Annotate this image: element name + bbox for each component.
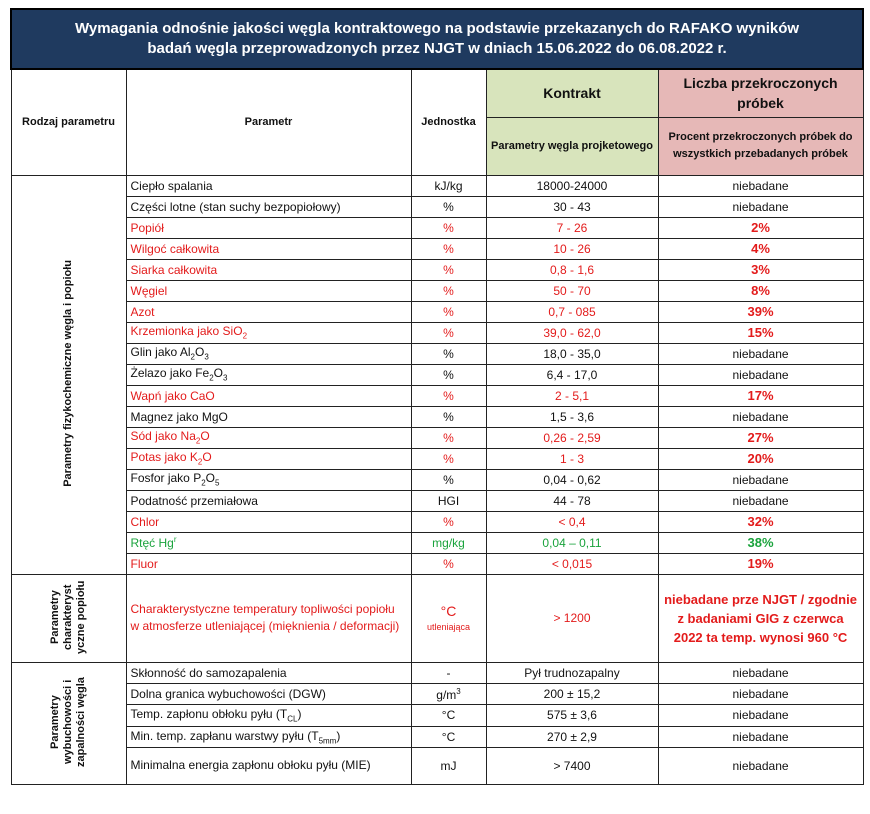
param-unit: kJ/kg [411,175,486,196]
param-name-text: Krzemionka jako [130,324,223,339]
param-range: 0,8 - 1,6 [486,259,658,280]
param-result: niebadane [658,469,863,490]
param-range: 44 - 78 [486,490,658,511]
param-name [126,532,411,553]
param-range: 50 - 70 [486,280,658,301]
param-range: 270 ± 2,9 [486,726,658,747]
param-name: Wapń jako CaO [126,385,411,406]
param-name: Wilgoć całkowita [126,238,411,259]
param-result: niebadane [658,490,863,511]
param-name-subscript: 3 [223,373,228,383]
param-result: 2% [658,217,863,238]
header-rodzaj: Rodzaj parametru [11,69,126,175]
param-name-superscript: r [173,535,177,544]
param-result: 39% [658,301,863,322]
param-name-text: O [202,450,212,465]
param-result: niebadane [658,705,863,726]
param-name-text: ) [297,707,302,722]
param-name-text: O [205,471,215,486]
param-name-text: O [200,429,210,444]
param-name: Azot [126,301,411,322]
param-name-subscript: 2 [242,331,248,341]
param-unit: HGI [411,490,486,511]
param-unit: % [411,448,486,469]
param-name-subscript: CL [287,714,298,724]
param-name-text: ) [336,728,341,743]
param-result: 32% [658,511,863,532]
param-range: 7 - 26 [486,217,658,238]
header-liczba: Liczba przekroczonych próbek [658,69,863,117]
param-name-subscript: 5 [215,478,220,488]
param-unit: mg/kg [411,532,486,553]
param-name-subscript: 2 [201,478,206,488]
ash-param-range: > 1200 [486,574,658,662]
param-result: niebadane [658,196,863,217]
param-unit: % [411,553,486,574]
ash-param-unit [411,574,486,662]
param-name-text: Potas jako K [130,450,198,465]
param-unit: % [411,280,486,301]
param-range: < 0,4 [486,511,658,532]
group-label-text: Parametry wybuchowości i zapalności węgla [49,676,87,767]
param-unit: % [411,469,486,490]
param-name-formula: SiO [222,324,243,339]
param-name: Podatność przemiałowa [126,490,411,511]
param-unit: % [411,385,486,406]
group-label-explosion [11,662,126,784]
param-result: 20% [658,448,863,469]
unit-superscript: 3 [456,686,461,696]
param-name [126,705,411,726]
param-name-text: Żelazo jako Fe [130,366,210,381]
ash-unit-sub: utleniająca [426,622,471,632]
param-name: Skłonność do samozapalenia [126,662,411,683]
param-result: niebadane [658,726,863,747]
param-range: 0,04 - 0,62 [486,469,658,490]
param-name-subscript: 2 [197,457,203,467]
group-label-physicochemical [11,175,126,574]
param-unit: - [411,662,486,683]
param-range: 10 - 26 [486,238,658,259]
param-range: Pył trudnozapalny [486,662,658,683]
param-result: niebadane [658,683,863,704]
param-range: 1,5 - 3,6 [486,406,658,427]
param-unit: mJ [411,747,486,784]
param-result: 15% [658,322,863,343]
param-result: niebadane [658,175,863,196]
param-range: 0,7 - 085 [486,301,658,322]
param-range: 6,4 - 17,0 [486,364,658,385]
param-range: 18,0 - 35,0 [486,343,658,364]
param-name [126,469,411,490]
param-result: 38% [658,532,863,553]
param-range: > 7400 [486,747,658,784]
param-name: Chlor [126,511,411,532]
param-result: niebadane [658,747,863,784]
param-range: 575 ± 3,6 [486,705,658,726]
param-result: 19% [658,553,863,574]
param-range: < 0,015 [486,553,658,574]
param-range: 2 - 5,1 [486,385,658,406]
param-name-subscript: 2 [209,373,214,383]
unit-text: g/m [436,687,457,702]
param-range: 18000-24000 [486,175,658,196]
param-result: 8% [658,280,863,301]
param-result: niebadane [658,662,863,683]
param-result: niebadane [658,343,863,364]
document [10,8,862,785]
param-range: 1 - 3 [486,448,658,469]
param-range: 30 - 43 [486,196,658,217]
param-unit: °C [411,726,486,747]
param-unit: % [411,196,486,217]
param-name-text: Rtęć Hg [130,536,174,550]
param-name-text: O [194,345,205,360]
param-name-subscript: 2 [190,352,195,362]
param-name-subscript: 5mm [318,735,337,745]
param-name [126,427,411,448]
header-jednostka: Jednostka [411,69,486,175]
param-name: Dolna granica wybuchowości (DGW) [126,683,411,704]
param-result: 27% [658,427,863,448]
group-label-ash [11,574,126,662]
table-title [11,9,863,69]
param-name [126,448,411,469]
param-name [126,726,411,747]
param-name-text: Sód jako Na [130,429,196,444]
param-name-text: Min. temp. zapłanu warstwy pyłu (T [130,728,319,743]
coal-quality-table [10,8,864,785]
param-name-subscript: 2 [195,436,201,446]
param-name: Węgiel [126,280,411,301]
param-result: niebadane [658,364,863,385]
header-kontrakt: Kontrakt [486,69,658,117]
param-unit: % [411,217,486,238]
param-unit: % [411,406,486,427]
param-unit [411,683,486,704]
header-liczba-sub: Procent przekroczonych próbek do wszystkich przebadanych próbek [658,117,863,175]
header-parametr: Parametr [126,69,411,175]
param-result: 3% [658,259,863,280]
param-range: 200 ± 15,2 [486,683,658,704]
param-name [126,322,411,343]
param-name [126,364,411,385]
param-name: Popiół [126,217,411,238]
param-unit: °C [411,705,486,726]
param-name-text: Fosfor jako P [130,471,202,486]
param-range: 39,0 - 62,0 [486,322,658,343]
title-line-2: badań węgla przeprowadzonych przez NJGT w dniach 15.06.2022 do 06.08.2022 r. [147,40,727,57]
param-result: 4% [658,238,863,259]
param-range: 0,04 – 0,11 [486,532,658,553]
param-unit: % [411,511,486,532]
header-kontrakt-sub: Parametry węgla projketowego [486,117,658,175]
param-range: 0,26 - 2,59 [486,427,658,448]
param-unit: % [411,301,486,322]
ash-param-name: Charakterystyczne temperatury topliwości popiołu w atmosferze utleniającej (mięknienia / deformacji) [126,574,411,662]
param-name-subscript: 3 [204,352,209,362]
param-unit: % [411,238,486,259]
ash-param-result: niebadane prze NJGT / zgodnie z badaniami GIG z czerwca 2022 ta temp. wynosi 960 °C [658,574,863,662]
param-name: Części lotne (stan suchy bezpopiołowy) [126,196,411,217]
param-name: Ciepło spalania [126,175,411,196]
param-name-text: O [213,366,223,381]
param-name: Magnez jako MgO [126,406,411,427]
ash-unit-text: °C [440,603,457,619]
title-line-1: Wymagania odnośnie jakości węgla kontraktowego na podstawie przekazanych do RAFAKO wyników [74,20,800,37]
param-unit: % [411,427,486,448]
param-name-text: Temp. zapłonu obłoku pyłu (T [130,707,288,722]
param-name: Fluor [126,553,411,574]
param-unit: % [411,364,486,385]
param-name: Minimalna energia zapłonu obłoku pyłu (MIE) [126,747,411,784]
param-name [126,343,411,364]
param-name: Siarka całkowita [126,259,411,280]
param-name-text: Glin jako Al [130,345,191,360]
param-unit: % [411,343,486,364]
param-result: 17% [658,385,863,406]
param-result: niebadane [658,406,863,427]
group-label-text: Parametry fizykochemiczne węgla i popiołu [62,259,74,487]
param-unit: % [411,259,486,280]
param-unit: % [411,322,486,343]
group-label-text: Parametry charakteryst yczne popiołu [49,579,87,654]
